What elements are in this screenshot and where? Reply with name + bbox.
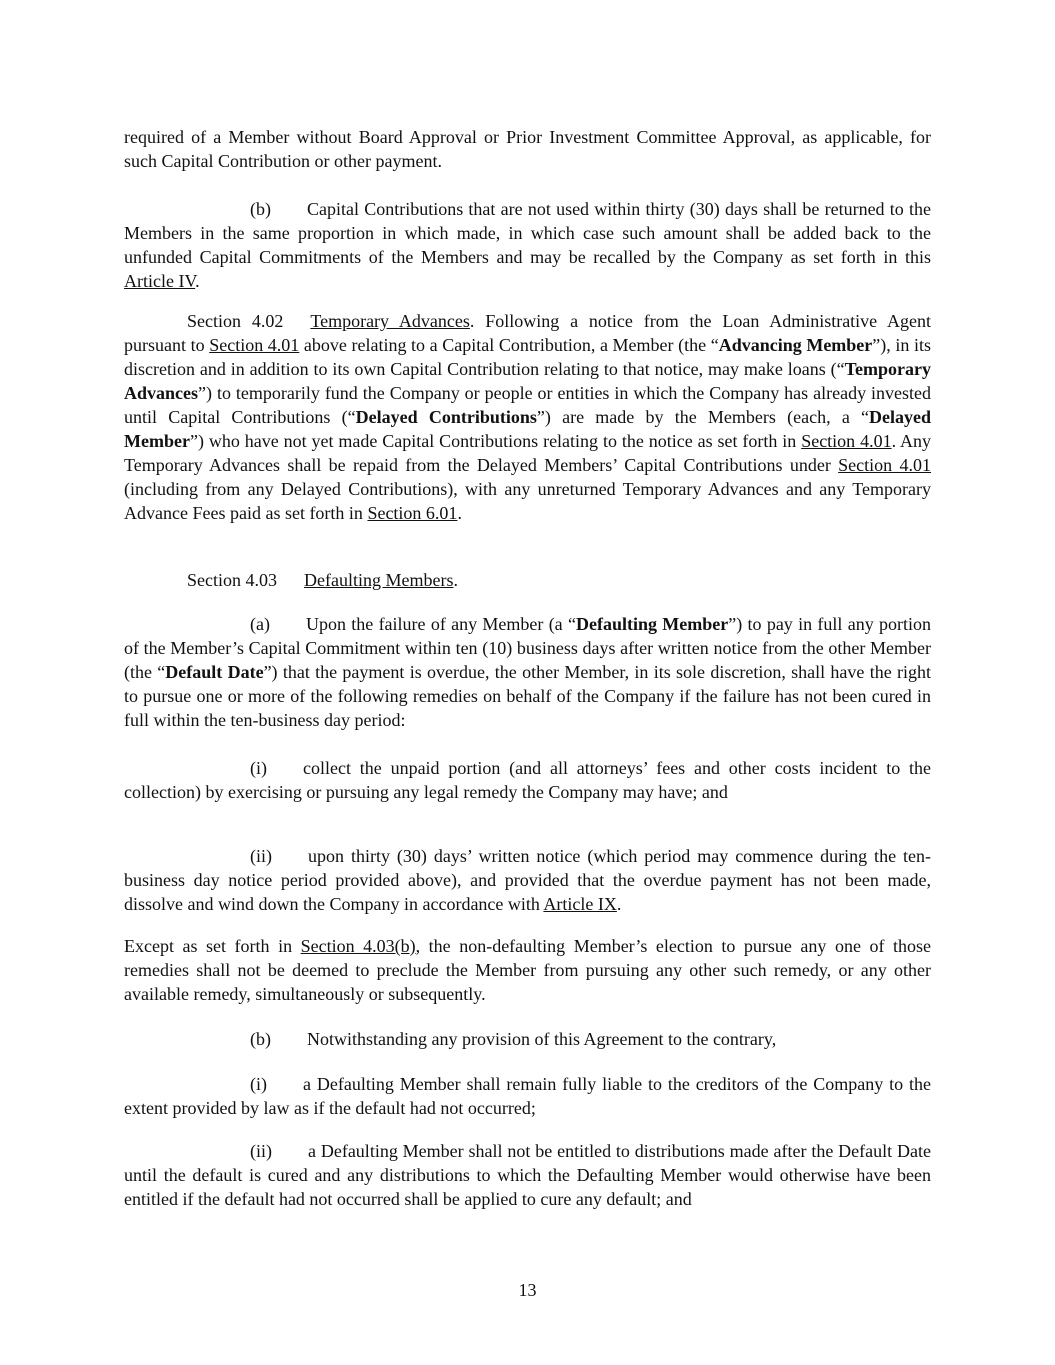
cross-reference-link[interactable]: Section 4.01 [801, 431, 892, 451]
paragraph-4-01-b [124, 197, 931, 293]
defined-term: Defaulting Member [575, 614, 729, 634]
text-run: . Any Temporary Advances shall be repaid from the Delayed Members’ Capital Contributions under [124, 431, 931, 475]
text-run: . [195, 271, 200, 291]
text-run: . [616, 894, 622, 914]
page-number: 13 [518, 1280, 537, 1300]
paragraph-4-03-b-ii [124, 1139, 931, 1211]
text-run: (i) collect the unpaid portion (and all attorneys’ fees and other costs incident to the collection) by exercising or pursuing any legal remedy the Company may have; and [124, 758, 931, 802]
paragraph-4-03-b [124, 1027, 931, 1051]
defined-term: Default Date [165, 662, 264, 682]
paragraph-4-03-a [124, 612, 931, 732]
text-run: Except as set forth in [124, 936, 301, 956]
text-run: ”) to temporarily fund the Company or people or entities in which the Company has already invested until Capital Contributions (“ [124, 383, 931, 427]
text-run: . [453, 570, 458, 590]
cross-reference-link[interactable]: Section 6.01 [367, 503, 458, 523]
defined-term: Advancing Member [718, 335, 873, 355]
text-run: ”) who have not yet made Capital Contributions relating to the notice as set forth in [189, 431, 802, 451]
text-run: ”), in its discretion and in addition to its own Capital Contribution relating to that notice, may make loans (“ [124, 335, 931, 379]
text-run: Section 4.03 [187, 570, 304, 590]
cross-reference-link[interactable]: Section 4.01 [838, 455, 931, 475]
paragraph-4-03-a-ii [124, 844, 931, 916]
paragraph-section-4-02 [124, 309, 931, 525]
paragraph-except [124, 934, 931, 1006]
heading-section-4-03 [124, 568, 931, 592]
paragraph-4-03-b-i [124, 1072, 931, 1120]
text-run: , the non-defaulting Member’s election to pursue any one of those remedies shall not be deemed to preclude the Member from pursuing any other such remedy, or any other available remedy, simultaneously or subsequently. [124, 936, 931, 1004]
text-run: (b) Notwithstanding any provision of this Agreement to the contrary, [250, 1029, 777, 1049]
text-run: (i) a Defaulting Member shall remain fully liable to the creditors of the Company to the extent provided by law as if the default had not occurred; [124, 1074, 931, 1118]
cross-reference-link[interactable]: Section 4.01 [209, 335, 300, 355]
text-run: . Following a notice from the Loan Administrative Agent pursuant to [124, 311, 932, 355]
text-run: . [457, 503, 462, 523]
defined-term: Delayed Contributions [355, 407, 537, 427]
text-run: ”) are made by the Members (each, a “ [536, 407, 870, 427]
text-run: required of a Member without Board Approval or Prior Investment Committee Approval, as applicable, for such Capital Contribution or other payment. [124, 127, 931, 171]
text-run: above relating to a Capital Contribution, a Member (the “ [299, 335, 719, 355]
section-title: Defaulting Members [304, 570, 454, 590]
text-run: ”) to pay in full any portion of the Member’s Capital Commitment within ten (10) business days after written notice from the other Member (the “ [124, 614, 931, 682]
paragraph-4-03-a-i [124, 756, 931, 804]
text-run: (including from any Delayed Contributions), with any unreturned Temporary Advances and any Temporary Advance Fees paid as set forth in [124, 479, 931, 523]
text-run: (b) Capital Contributions that are not used within thirty (30) days shall be returned to the Members in the same proportion in which made, in which case such amount shall be added back to the unfunded Capital Commitments of the Members and may be recalled by the Company as set forth in this [124, 199, 931, 267]
defined-term: Delayed Member [124, 407, 932, 451]
text-run: (a) Upon the failure of any Member (a “ [250, 614, 576, 634]
text-run: (ii) upon thirty (30) days’ written notice (which period may commence during the ten-business day notice period provided above), and provided that the overdue payment has not been made, dissolve and wind down the Company in accordance with [124, 846, 931, 914]
cross-reference-link[interactable]: Section 4.03(b) [300, 936, 416, 956]
cross-reference-link[interactable]: Article IV [124, 271, 196, 291]
text-run: (ii) a Defaulting Member shall not be entitled to distributions made after the Default Date until the default is cured and any distributions to which the Defaulting Member would otherwise have been entitled if the default had not occurred shall be applied to cure any default; and [124, 1141, 931, 1209]
section-title: Temporary Advances [310, 311, 470, 331]
text-run: Section 4.02 [187, 311, 311, 331]
text-run: ”) that the payment is overdue, the other Member, in its sole discretion, shall have the right to pursue one or more of the following remedies on behalf of the Company if the failure has not been cured in full within the ten-business day period: [124, 662, 931, 730]
paragraph-carryover [124, 125, 931, 173]
defined-term: Temporary Advances [124, 359, 931, 403]
cross-reference-link[interactable]: Article IX [543, 894, 617, 914]
